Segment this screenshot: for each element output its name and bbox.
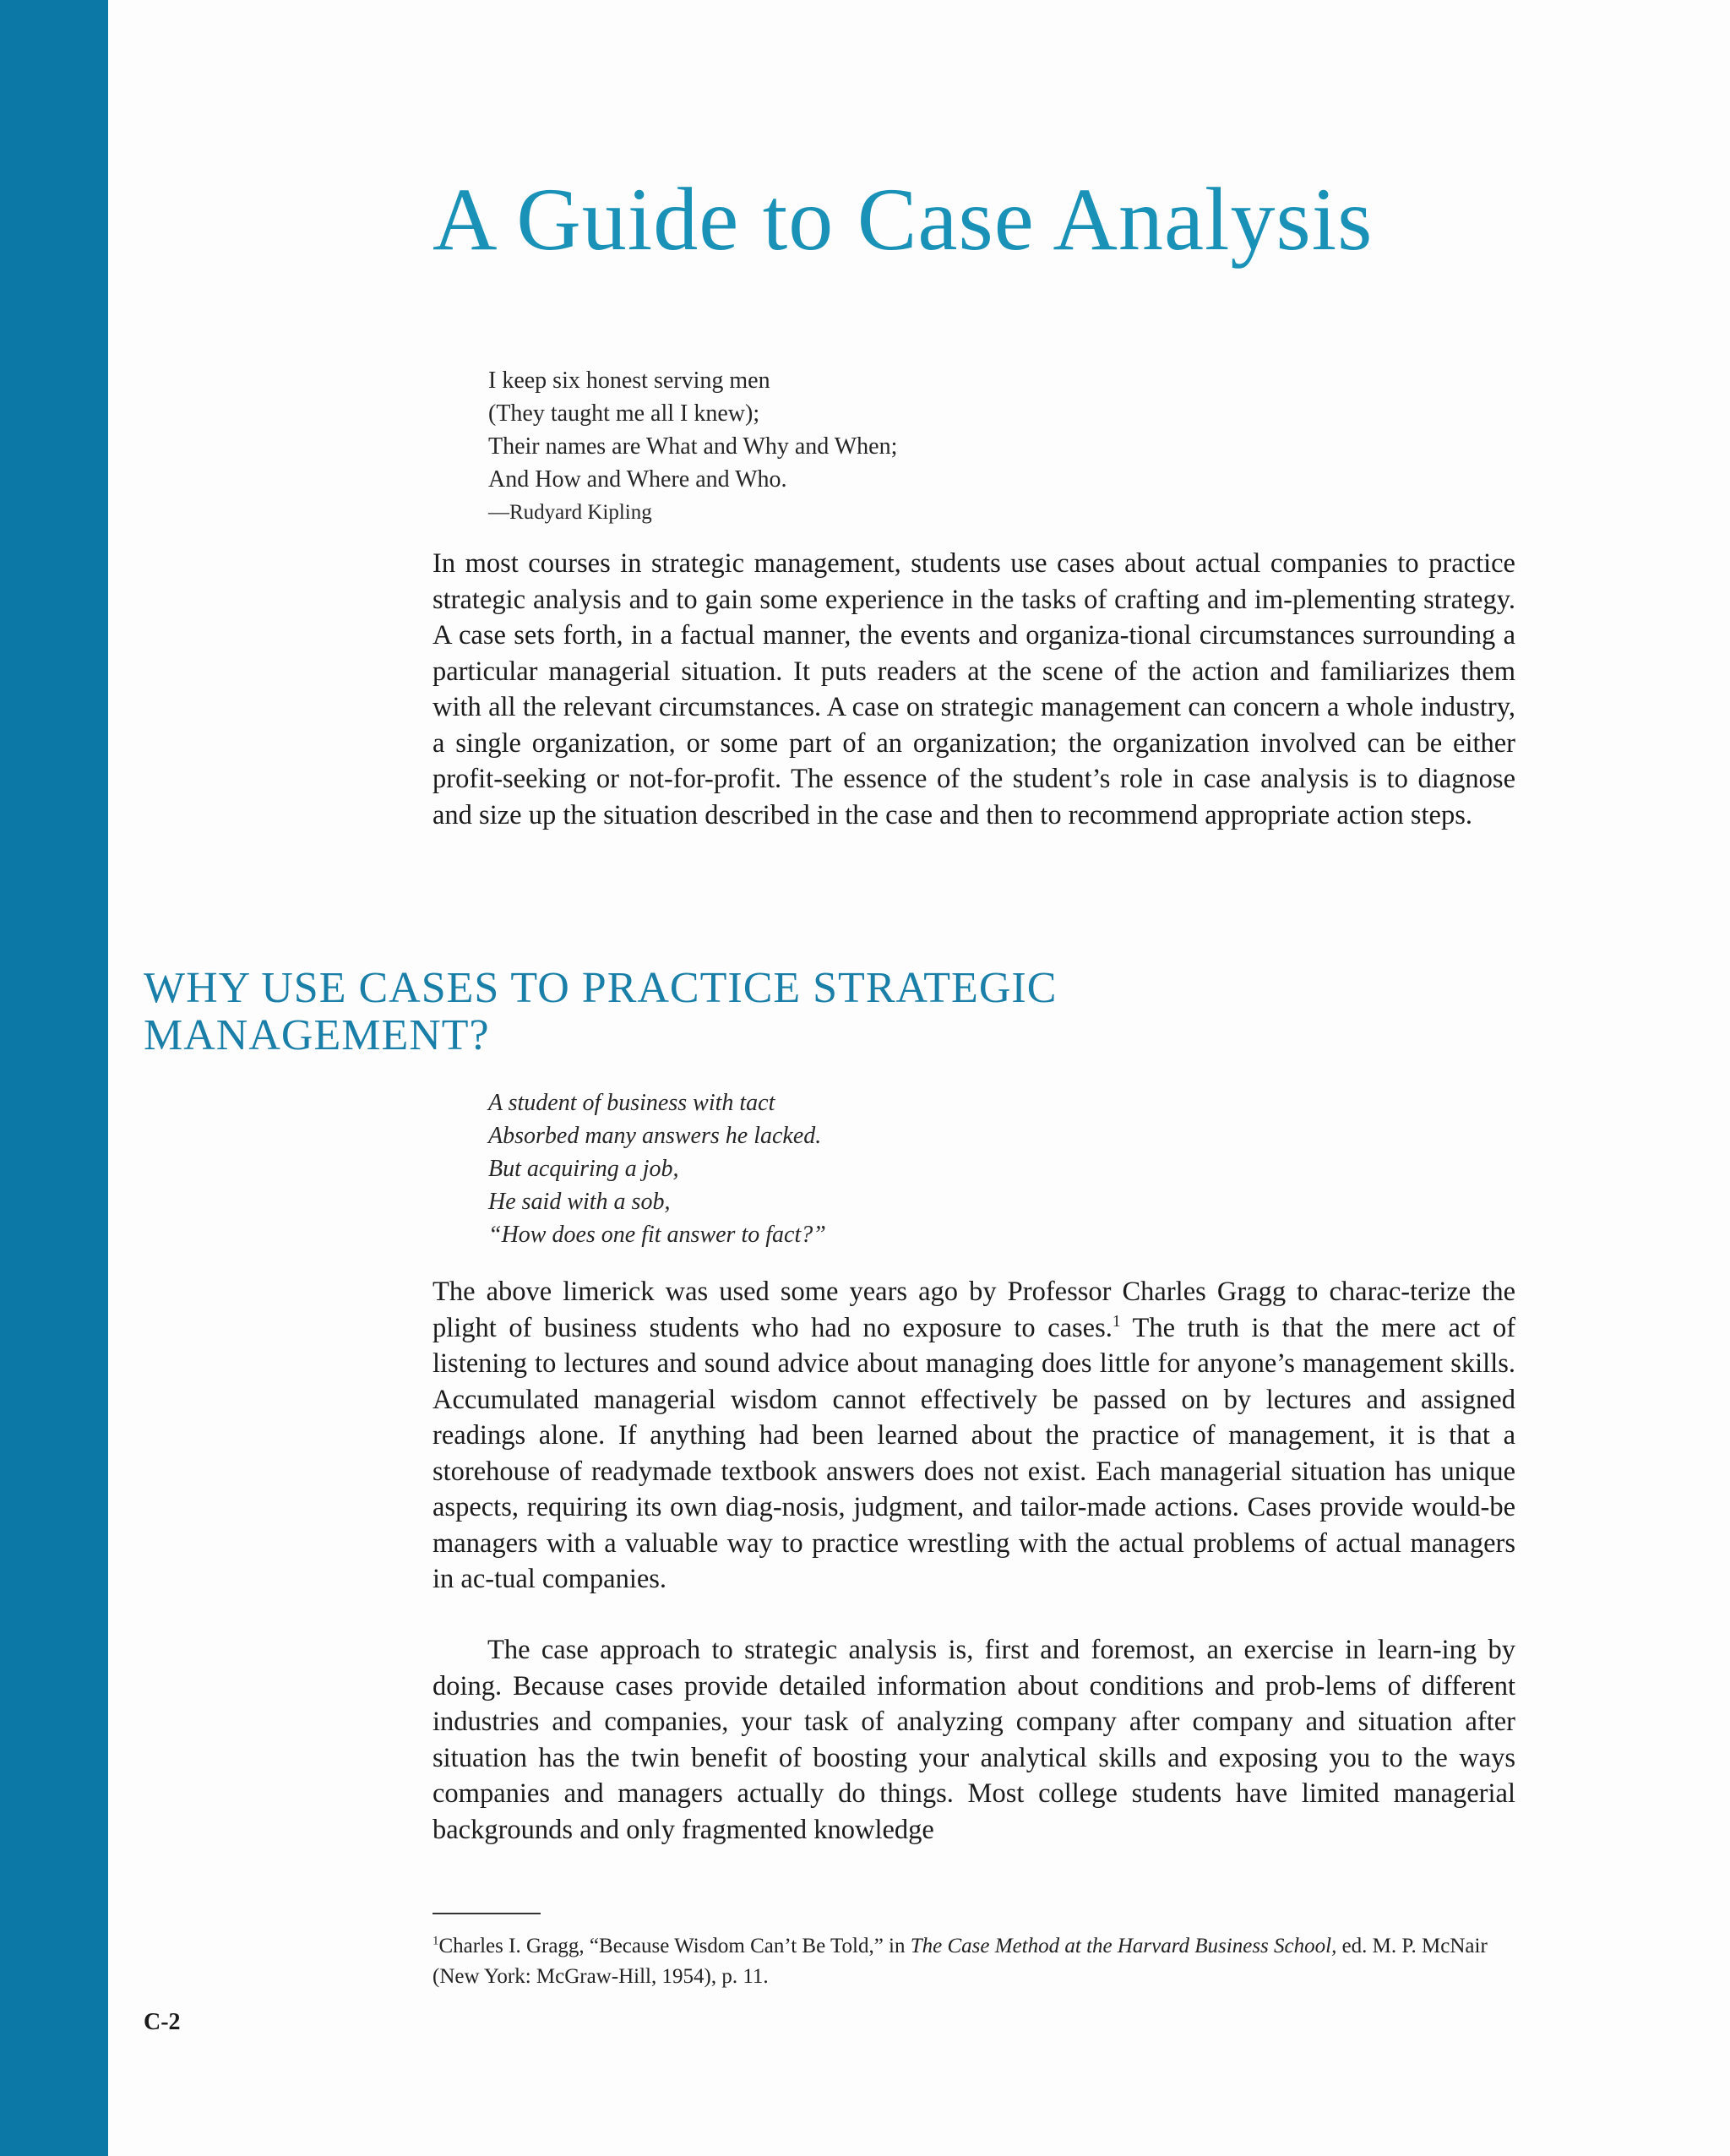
body-paragraph-1 (432, 1274, 1515, 1598)
section-heading-line: MANAGEMENT? (144, 1011, 490, 1059)
limerick-line: A student of business with tact (488, 1090, 775, 1116)
page-title: A Guide to Case Analysis (432, 170, 1374, 269)
limerick-line: “How does one fit answer to fact?” (488, 1222, 826, 1248)
epigraph-line: Their names are What and Why and When; (488, 433, 898, 460)
limerick-epigraph (488, 1086, 826, 1251)
paragraph-text: The truth is that the mere act of listening to lectures and sound advice about managing does little for anyone’s management skills. Accumulated managerial wisdom cannot effectively be passed on by lectures and assigned readings alone. If anything had been learned about the practice of management, it is that a storehouse of readymade textbook answers does not exist. Each managerial situation has unique aspects, requiring its own diag-nosis, judgment, and tailor-made actions. Cases provide would-be managers with a valuable way to practice wrestling with the actual problems of actual managers in ac-tual companies. (432, 1312, 1516, 1594)
epigraph-attribution: —Rudyard Kipling (488, 501, 652, 524)
paragraph-text: The above limerick was used some years ago by Professor Charles Gragg to charac-terize the plight of business students who had no exposure to cases. (432, 1277, 1515, 1343)
epigraph-line: (They taught me all I knew); (488, 400, 760, 427)
section-heading-line: WHY USE CASES TO PRACTICE STRATEGIC (144, 964, 1058, 1012)
footnote-text: Charles I. Gragg, “Because Wisdom Can’t Be Told,” in (438, 1935, 911, 1957)
limerick-line: Absorbed many answers he lacked. (488, 1123, 822, 1149)
page-number: C-2 (144, 2009, 181, 2035)
epigraph-line: I keep six honest serving men (488, 368, 770, 394)
intro-paragraph: In most courses in strategic management, students use cases about actual companies to practice strategic analysis and to gain some experience in the tasks of crafting and im-plementing strategy. A case sets forth, in a factual manner, the events and organiza-tional circumstances surrounding a particular managerial situation. It puts readers at the scene of the action and familiarizes them with all the relevant circumstances. A case on strategic management can concern a whole industry, a single organization, or some part of an organization; the organization involved can be either profit-seeking or not-for-profit. The essence of the student’s role in case analysis is to diagnose and size up the situation described in the case and then to recommend appropriate action steps. (432, 548, 1515, 830)
footnote-reference: 1 (1112, 1312, 1121, 1331)
footnote-number: 1 (432, 1934, 439, 1948)
section-heading (144, 965, 1057, 1059)
side-color-band (0, 0, 108, 2156)
footnote (432, 1931, 1515, 1992)
body-paragraph-2: The case approach to strategic analysis is, first and foremost, an exercise in learn-ing by doing. Because cases provide detailed information about conditions and prob-lems of different industries and companies, your task of analyzing company after company and situation after situation has the twin benefit of boosting your analytical skills and exposing you to the ways companies and managers actually do things. Most college students have limited managerial backgrounds and only fragmented knowledge (432, 1635, 1515, 1845)
footnote-text: ed. M. P. McNair (New York: McGraw-Hill, 1954), p. 11. (432, 1935, 1488, 1988)
footnote-book-title: The Case Method at the Harvard Business School, (910, 1935, 1337, 1957)
limerick-line: He said with a sob, (488, 1189, 671, 1215)
footnote-divider (432, 1913, 541, 1914)
limerick-line: But acquiring a job, (488, 1156, 679, 1182)
kipling-epigraph (488, 364, 897, 529)
epigraph-line: And How and Where and Who. (488, 466, 787, 493)
